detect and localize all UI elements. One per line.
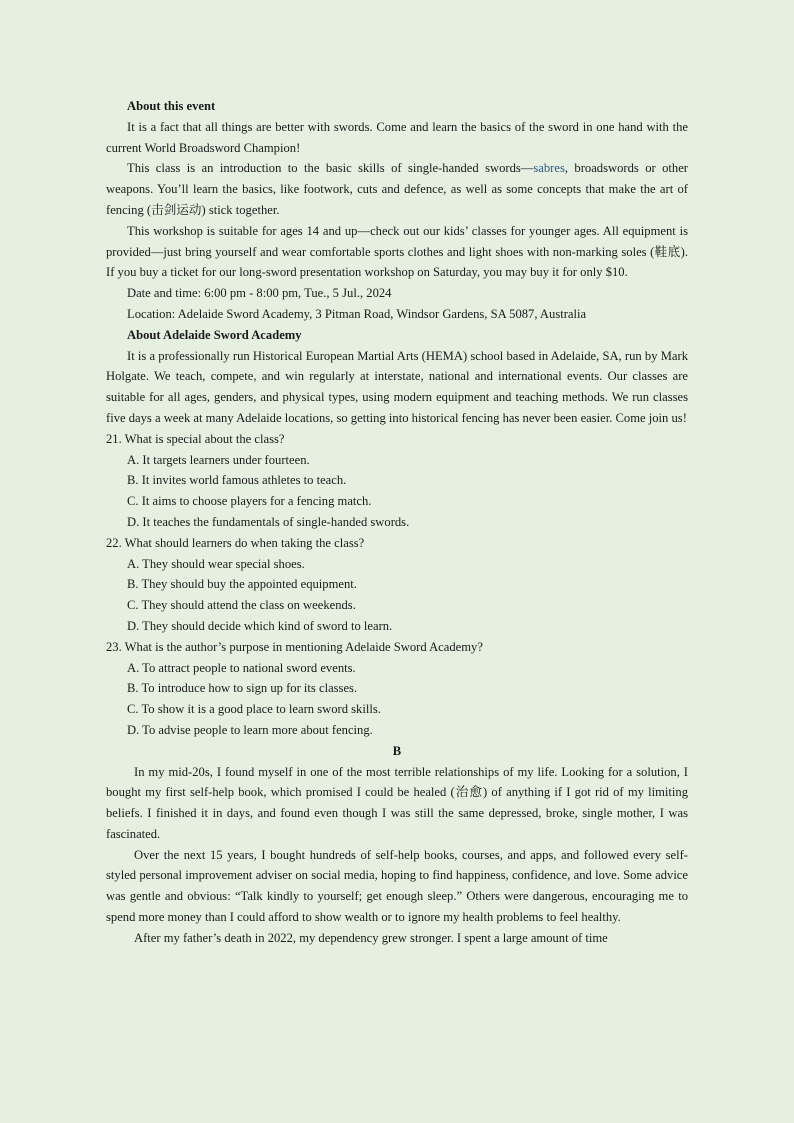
event-paragraph-2-end: , broadswords or other weapons. You’ll learn the basics, like footwork, cuts and defence, as well as some concepts that make the art of fencing (击剑运动) stick together.: [106, 161, 688, 217]
passage-b-paragraph-2: Over the next 15 years, I bought hundreds of self-help books, courses, and apps, and followed every self-styled personal improvement adviser on social media, hoping to find happiness, confidence, and love. Some advice was gentle and obvious: “Talk kindly to yourself; get enough sleep.” Others were dangerous, encouraging me to spend more money than I could afford to show wealth or to ignore my health problems to feel healthy.: [106, 847, 688, 925]
question-22: [106, 533, 688, 637]
option-a: A. They should wear special shoes.: [127, 556, 305, 571]
passage-b-paragraph-1: In my mid-20s, I found myself in one of the most terrible relationships of my life. Looking for a solution, I bought my first self-help book, which promised I could be healed (治愈) of anything if I got rid of my limiting beliefs. I finished it in days, and found even though I was still the same depressed, broke, single mother, I was fascinated.: [106, 764, 688, 841]
option-b: B. It invites world famous athletes to teach.: [127, 473, 347, 488]
option-d: D. To advise people to learn more about fencing.: [127, 722, 373, 737]
option-a: A. It targets learners under fourteen.: [127, 452, 310, 467]
academy-paragraph: It is a professionally run Historical European Martial Arts (HEMA) school based in Adelaide, SA, run by Mark Holgate. We teach, compete, and win regularly at interstate, national and international events. Our classes are suitable for all ages, genders, and physical types, using modern equipment and teaching methods. We run classes five days a week at many Adelaide locations, so getting into historical fencing has never been easier. Come join us!: [106, 348, 688, 425]
event-paragraph-1: It is a fact that all things are better with swords. Come and learn the basics of the sword in one hand with the current World Broadsword Champion!: [106, 119, 688, 155]
option-b: B. They should buy the appointed equipment.: [127, 577, 357, 592]
event-paragraph-3: This workshop is suitable for ages 14 and up—check out our kids’ classes for younger ages. All equipment is provided—just bring yourself and wear comfortable sports clothes and light shoes with non-marking soles (鞋底). If you buy a ticket for our long-sword presentation workshop on Saturday, you may buy it for only $10.: [106, 223, 688, 280]
event-paragraph-2-start: This class is an introduction to the basic skills of single-handed swords—: [127, 161, 534, 176]
question-23: [106, 637, 688, 741]
question-stem: 23. What is the author’s purpose in mentioning Adelaide Sword Academy?: [106, 639, 483, 654]
option-c: C. It aims to choose players for a fencing match.: [127, 494, 372, 509]
about-academy-heading: About Adelaide Sword Academy: [127, 327, 302, 342]
option-d: D. They should decide which kind of sword to learn.: [127, 618, 393, 633]
question-stem: 22. What should learners do when taking the class?: [106, 535, 365, 550]
option-a: A. To attract people to national sword events.: [127, 660, 356, 675]
option-d: D. It teaches the fundamentals of single-handed swords.: [127, 514, 410, 529]
question-21: [106, 429, 688, 533]
date-time-line: Date and time: 6:00 pm - 8:00 pm, Tue., 5 Jul., 2024: [127, 286, 392, 301]
location-line: Location: Adelaide Sword Academy, 3 Pitman Road, Windsor Gardens, SA 5087, Australia: [127, 306, 587, 321]
option-c: C. They should attend the class on weekends.: [127, 598, 356, 613]
event-paragraph-2: [106, 158, 688, 220]
option-b: B. To introduce how to sign up for its classes.: [127, 681, 358, 696]
option-c: C. To show it is a good place to learn sword skills.: [127, 702, 381, 717]
about-event-heading: About this event: [127, 99, 216, 113]
passage-b-paragraph-3: After my father’s death in 2022, my dependency grew stronger. I spent a large amount of time: [134, 930, 608, 945]
question-stem: 21. What is special about the class?: [106, 431, 285, 446]
sabres-link[interactable]: sabres: [533, 161, 565, 176]
section-b-label: B: [392, 743, 402, 758]
